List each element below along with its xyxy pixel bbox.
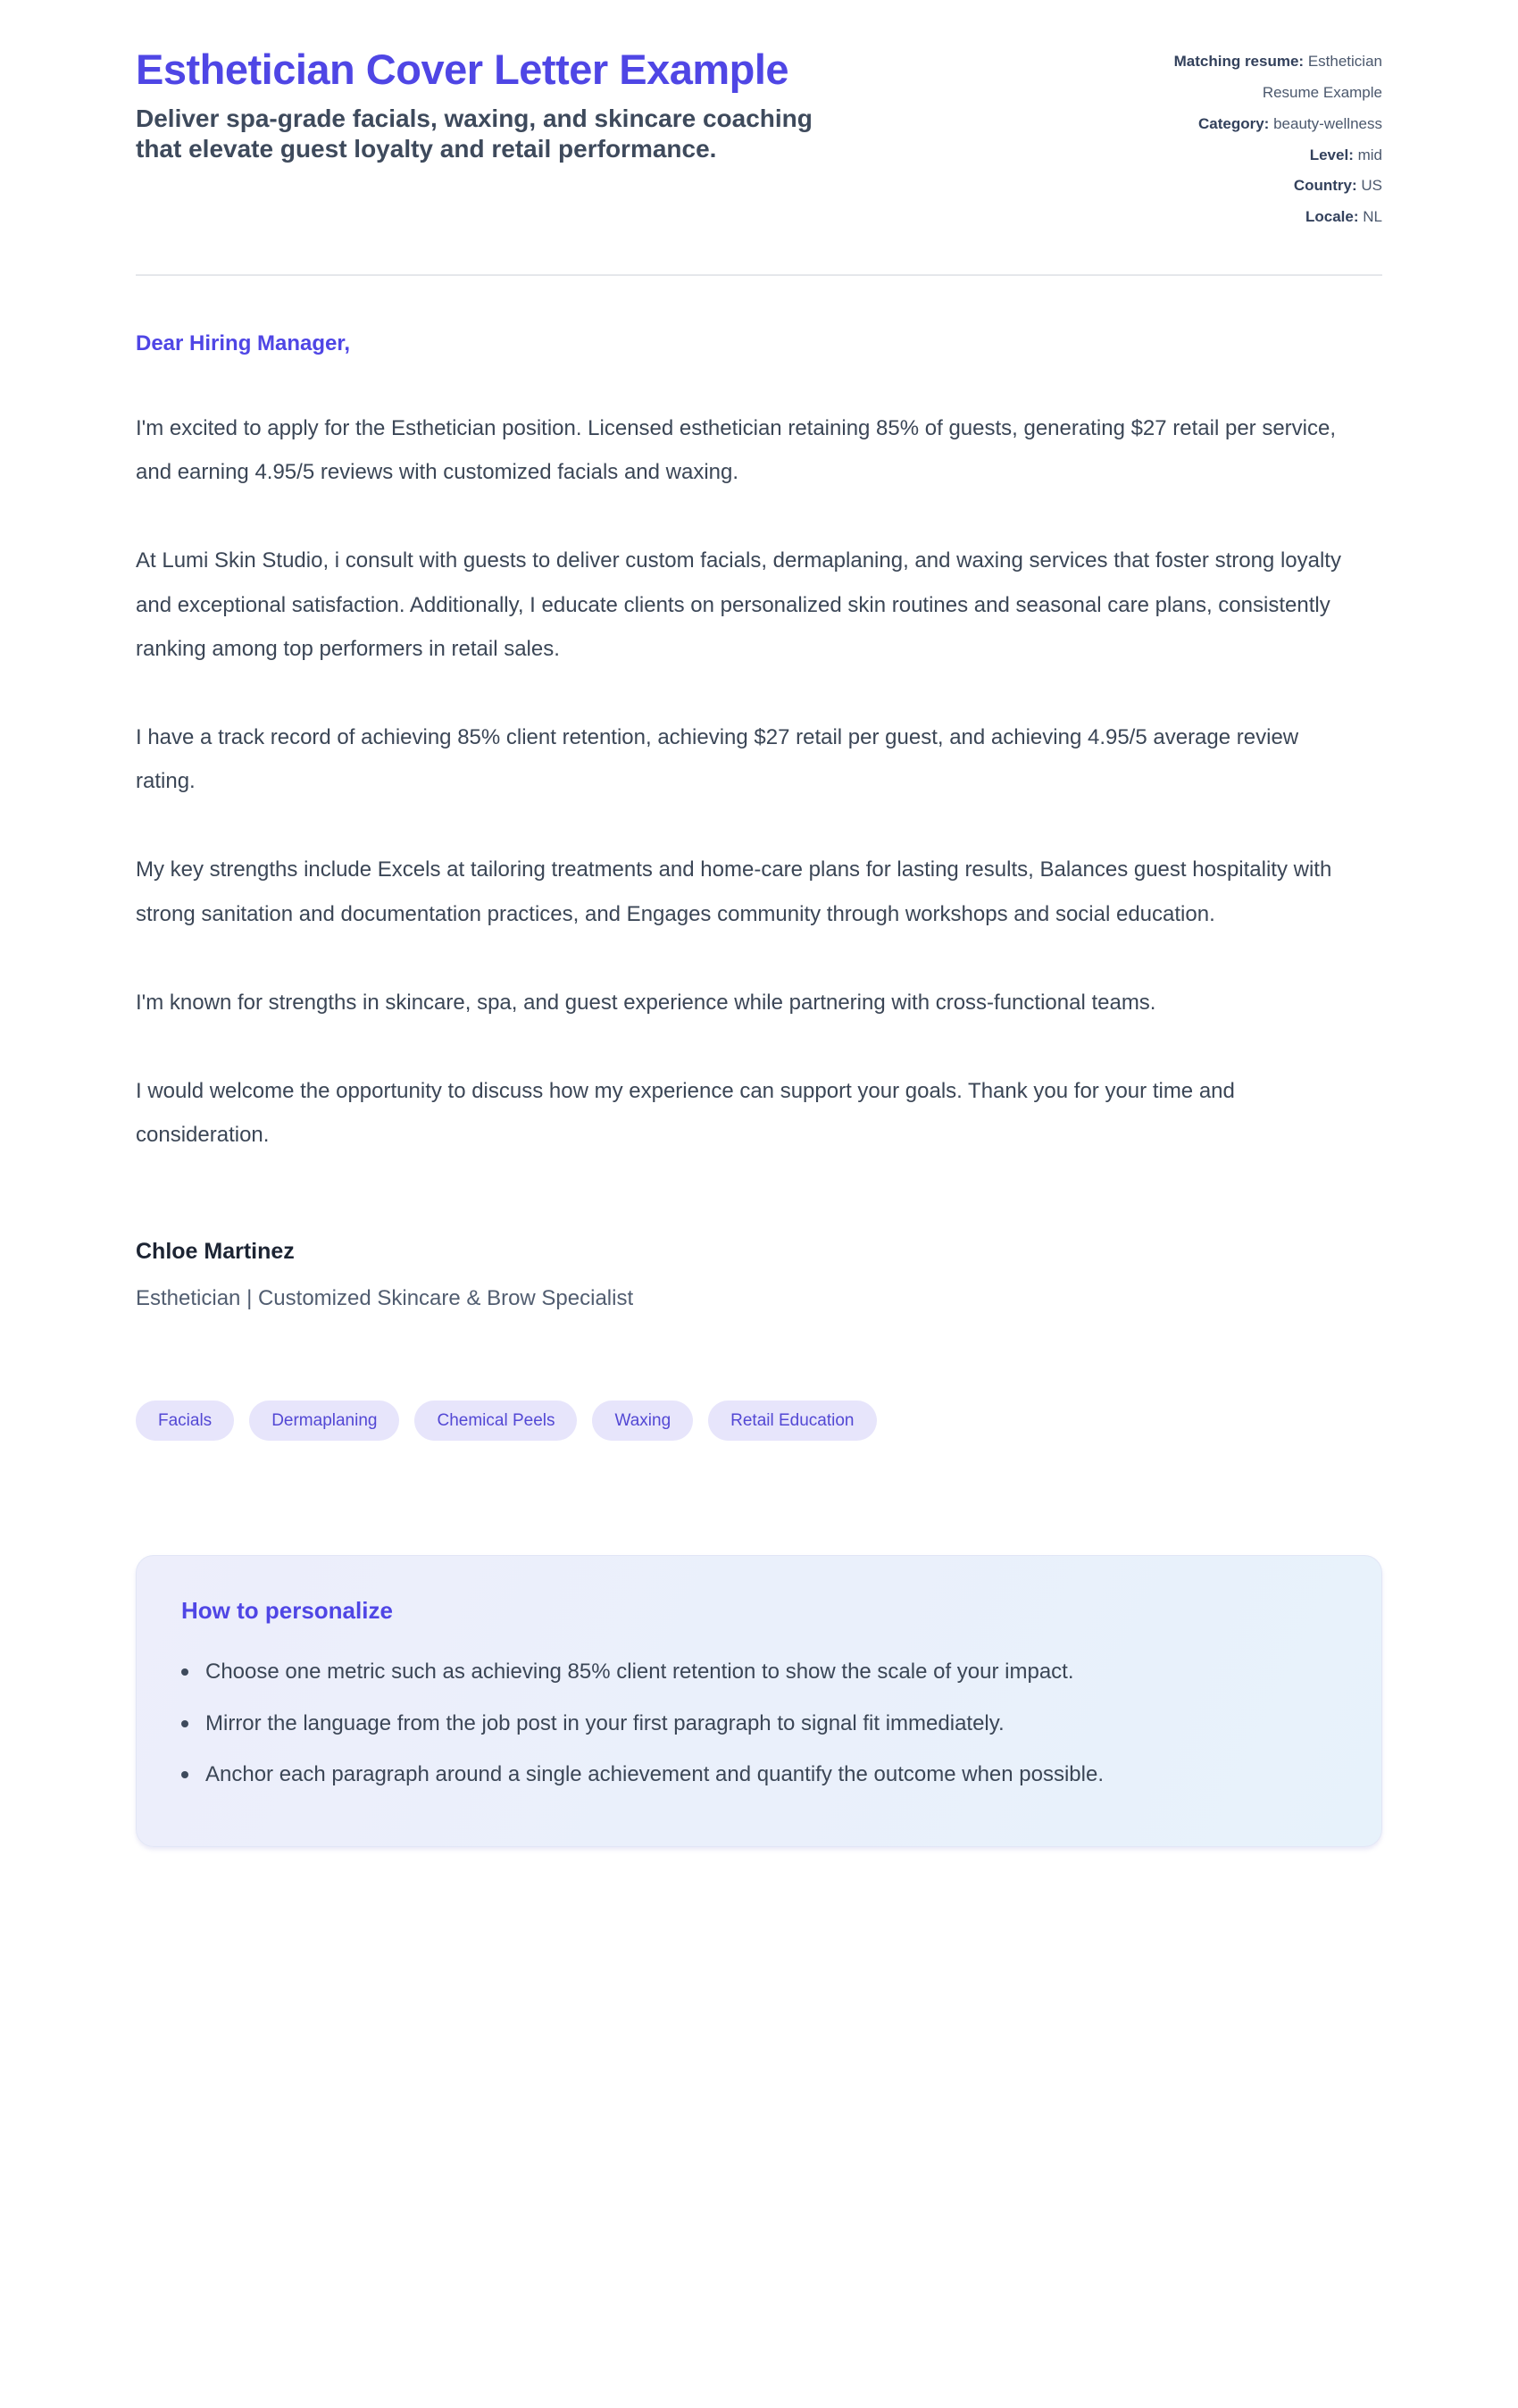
- skill-tag-retail-education: Retail Education: [708, 1400, 876, 1441]
- tip-item: [181, 1752, 1315, 1796]
- meta-matching-resume-value: Esthetician Resume Example: [1262, 53, 1382, 101]
- tip-text: Mirror the language from the job post in your first paragraph to signal fit immediately.: [205, 1710, 1005, 1735]
- page-subtitle: Deliver spa-grade facials, waxing, and skincare coaching that elevate guest loyalty and retail performance.: [136, 104, 813, 163]
- header-divider: [136, 274, 1382, 276]
- meta-level: [1114, 140, 1382, 171]
- tip-text: Choose one metric such as achieving 85% client retention to show the scale of your impact.: [205, 1660, 1074, 1685]
- meta-category-label: Category:: [1198, 114, 1270, 132]
- meta-category: [1114, 109, 1382, 140]
- meta-matching-resume-label: Matching resume:: [1173, 53, 1305, 70]
- meta-locale-value: NL: [1363, 208, 1382, 226]
- skill-tag-dermaplaning: Dermaplaning: [249, 1400, 399, 1441]
- meta-level-label: Level:: [1309, 146, 1354, 163]
- letter-paragraph: I have a track record of achieving 85% client retention, achieving $27 retail per guest, and achieving 4.95/5 average review rating.: [136, 725, 1299, 794]
- letter-paragraph: My key strengths include Excels at tailoring treatments and home-care plans for lasting results, Balances guest hospitality with strong sanitation and documentation practices, and Engages community through workshops and social education.: [136, 857, 1332, 926]
- letter-greeting: Dear Hiring Manager,: [136, 331, 351, 356]
- letter-body: [136, 331, 1382, 1311]
- meta-matching-resume: [1114, 46, 1382, 109]
- skill-tag-facials: Facials: [136, 1400, 234, 1441]
- bullet-dot-icon: [181, 1771, 188, 1778]
- skill-tag-chemical-peels: Chemical Peels: [414, 1400, 577, 1441]
- bullet-dot-icon: [181, 1668, 188, 1676]
- page-title: Esthetician Cover Letter Example: [136, 46, 789, 93]
- skill-tag-waxing: Waxing: [592, 1400, 693, 1441]
- letter-paragraph: I'm excited to apply for the Esthetician position. Licensed esthetician retaining 85% of guests, generating $27 retail per service, and earning 4.95/5 reviews with customized facials and waxing.: [136, 416, 1337, 485]
- meta-country: [1114, 171, 1382, 202]
- skill-tags-row: [136, 1400, 1382, 1441]
- meta-locale: [1114, 202, 1382, 233]
- tips-list: [181, 1650, 1337, 1796]
- tips-heading: How to personalize: [181, 1597, 393, 1625]
- meta-locale-label: Locale:: [1305, 208, 1359, 226]
- resume-meta-block: [1114, 46, 1382, 233]
- meta-category-value: beauty-wellness: [1273, 114, 1382, 132]
- title-block: [136, 46, 859, 164]
- tip-item: [181, 1701, 1315, 1745]
- tip-item: [181, 1650, 1315, 1693]
- meta-level-value: mid: [1357, 146, 1382, 163]
- how-to-personalize-box: [136, 1555, 1382, 1847]
- letter-paragraph: I'm known for strengths in skincare, spa, and guest experience while partnering with cross-functional teams.: [136, 990, 1156, 1015]
- meta-country-value: US: [1361, 177, 1382, 195]
- bullet-dot-icon: [181, 1720, 188, 1727]
- letter-paragraph: I would welcome the opportunity to discuss how my experience can support your goals. Thank you for your time and consideration.: [136, 1078, 1235, 1148]
- meta-country-label: Country:: [1293, 177, 1357, 195]
- signature-title: Esthetician | Customized Skincare & Brow Specialist: [136, 1286, 634, 1311]
- letter-paragraph: At Lumi Skin Studio, i consult with guests to deliver custom facials, dermaplaning, and waxing services that foster strong loyalty and exceptional satisfaction. Additionally, I educate clients on personalized skin routines and seasonal care plans, consistently ranking among top performers in retail sales.: [136, 548, 1341, 661]
- signature-name: Chloe Martinez: [136, 1239, 295, 1265]
- tip-text: Anchor each paragraph around a single achievement and quantify the outcome when possible.: [205, 1761, 1104, 1786]
- page-header: [136, 46, 1382, 233]
- cover-letter-page: [136, 0, 1382, 1847]
